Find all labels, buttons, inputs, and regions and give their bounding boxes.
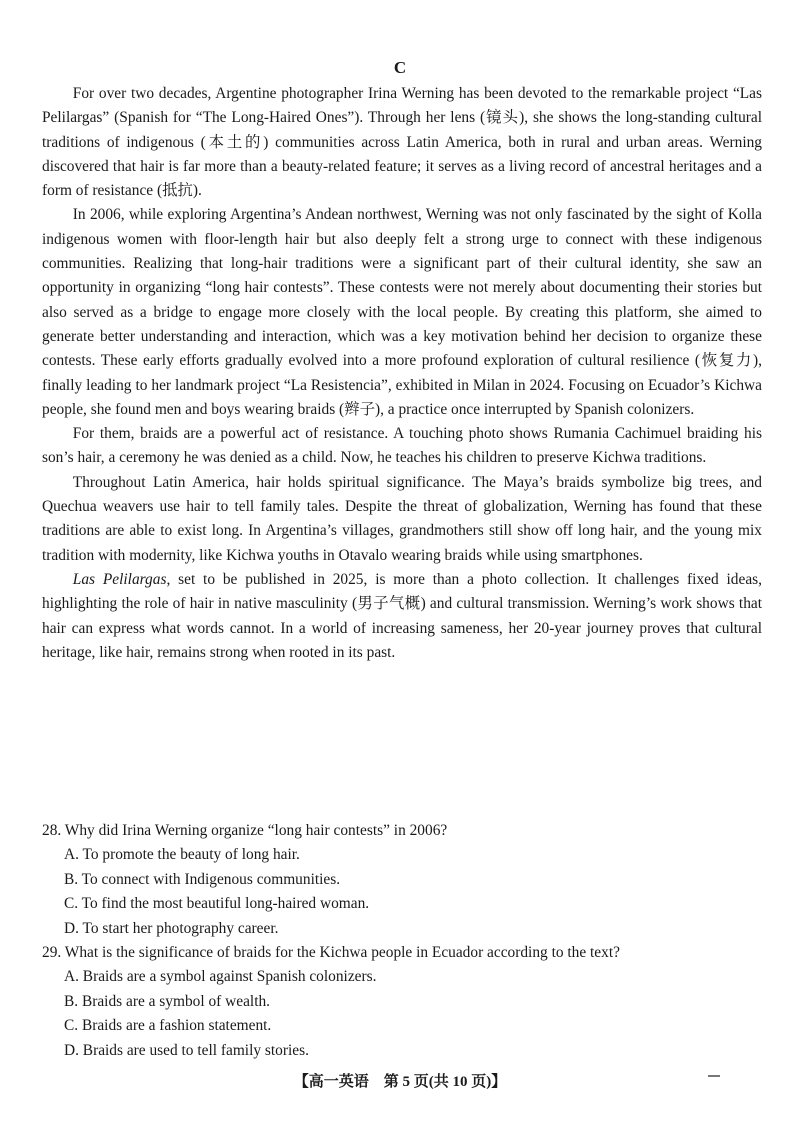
question-28	[42, 819, 782, 941]
option-b: B. Braids are a symbol of wealth.	[64, 992, 271, 1010]
option-d: D. Braids are used to tell family stories.	[64, 1041, 309, 1059]
option-a: A. Braids are a symbol against Spanish colonizers.	[64, 968, 377, 986]
question-stem: 29. What is the significance of braids for the Kichwa people in Ecuador according to the text?	[42, 944, 620, 962]
option-a: A. To promote the beauty of long hair.	[64, 846, 300, 864]
book-title: Las Pelilargas	[72, 570, 167, 588]
passage-paragraph-2: In 2006, while exploring Argentina’s Andean northwest, Werning was not only fascinated by the sight of Kolla indigenous women with floor-length hair but also deeply felt a strong urge to connect with these indigenous communities. Realizing that long-hair traditions were a significant part of their cultural identity, she saw an opportunity in organizing “long hair contests”. These contests were not merely about documenting their stories but also served as a bridge to engage more closely with the local people. By creating this platform, she aimed to generate better understanding and interaction, which was a key motivation behind her decision to organize these contests. These early efforts gradually evolved into a more profound exploration of cultural resilience (恢复力), finally leading to her landmark project “La Resistencia”, exhibited in Milan in 2024. Focusing on Ecuador’s Kichwa people, she found men and boys wearing braids (辫子), a practice once interrupted by Spanish colonizers.	[42, 206, 762, 418]
passage-paragraph-5-text: , set to be published in 2025, is more than a photo collection. It challenges fixed ideas, highlighting the role of hair in native masculinity (男子气概) and cultural transmission. Werning’s work shows that hair can express what words cannot. In a world of increasing sameness, her 20-year journey proves that cultural heritage, like hair, remains strong when rooted in its past.	[42, 570, 762, 661]
option-c: C. To find the most beautiful long-haired woman.	[64, 895, 370, 913]
section-heading: C	[393, 58, 407, 77]
question-29	[42, 941, 782, 1063]
option-d: D. To start her photography career.	[64, 919, 279, 937]
scan-mark	[708, 1075, 720, 1077]
option-b: B. To connect with Indigenous communities.	[64, 870, 341, 888]
option-c: C. Braids are a fashion statement.	[64, 1017, 272, 1035]
page-footer: 【高一英语 第 5 页(共 10 页)】	[293, 1074, 507, 1090]
passage-paragraph-5	[42, 568, 762, 665]
passage-paragraph-3: For them, braids are a powerful act of resistance. A touching photo shows Rumania Cachimuel braiding his son’s hair, a ceremony he was denied as a child. Now, he teaches his children to preserve Kichwa traditions.	[42, 425, 762, 467]
question-stem: 28. Why did Irina Werning organize “long hair contests” in 2006?	[42, 822, 448, 839]
passage-paragraph-4: Throughout Latin America, hair holds spiritual significance. The Maya’s braids symbolize big trees, and Quechua weavers use hair to tell family tales. Despite the threat of globalization, Werning has found that these traditions are able to exist long. In Argentina’s villages, grandmothers still show off long hair, and the young mix tradition with modernity, like Kichwa youths in Otavalo wearing braids while using smartphones.	[42, 473, 762, 564]
question-list	[42, 819, 782, 1063]
passage-paragraph-1: For over two decades, Argentine photographer Irina Werning has been devoted to the remarkable project “Las Pelilargas” (Spanish for “The Long-Haired Ones”). Through her lens (镜头), she shows the long-standing cultural traditions of indigenous (本土的) communities across Latin America, both in rural and urban areas. Werning discovered that hair is far more than a beauty-related feature; it serves as a living record of ancestral heritages and a form of resistance (抵抗).	[42, 85, 762, 200]
reading-passage	[42, 82, 762, 665]
